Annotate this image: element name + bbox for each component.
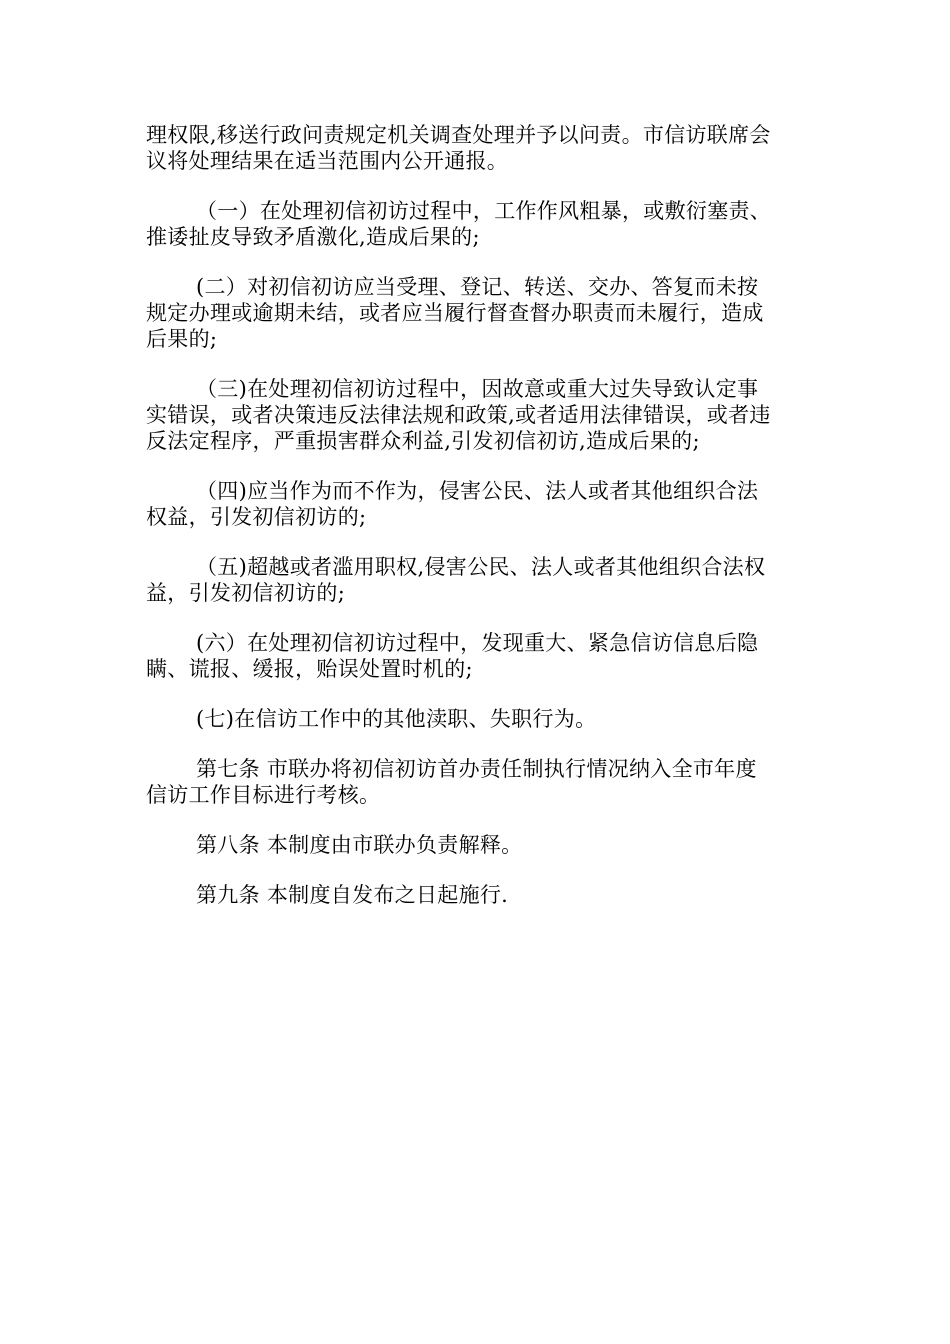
- article-9: [146, 882, 806, 908]
- text-line: (七)在信访工作中的其他渎职、失职行为。: [196, 707, 597, 731]
- text-line: （四)应当作为而不作为，侵害公民、法人或者其他组织合法: [196, 479, 759, 503]
- text-line: 实错误，或者决策违反法律法规和政策,或者适用法律错误，或者违: [146, 403, 771, 427]
- text-line: （五)超越或者滥用职权,侵害公民、法人或者其他组织合法权: [196, 555, 766, 579]
- text-line: 理权限,移送行政问责规定机关调查处理并予以问责。市信访联席会: [146, 123, 771, 147]
- text-line: 第九条 本制度自发布之日起施行.: [196, 883, 509, 907]
- text-line: 益，引发初信初访的;: [146, 581, 346, 605]
- paragraph-item-5: [146, 554, 806, 606]
- paragraph-1: [146, 122, 806, 174]
- text-line: (二）对初信初访应当受理、登记、转送、交办、答复而未按: [196, 275, 759, 299]
- text-line: 第八条 本制度由市联办负责解释。: [196, 833, 523, 857]
- paragraph-item-7: [146, 706, 806, 732]
- document-body: [146, 122, 806, 932]
- text-line: 瞒、谎报、缓报，贻误处置时机的;: [146, 657, 473, 681]
- text-line: 规定办理或逾期未结，或者应当履行督查督办职责而未履行，造成: [146, 301, 764, 325]
- article-7: [146, 756, 806, 808]
- text-line: 反法定程序，严重损害群众利益,引发初信初访,造成后果的;: [146, 429, 700, 453]
- text-line: 后果的;: [146, 327, 218, 351]
- article-8: [146, 832, 806, 858]
- text-line: （三)在处理初信初访过程中，因故意或重大过失导致认定事: [196, 377, 759, 401]
- text-line: （一）在处理初信初访过程中，工作作风粗暴，或敷衍塞责、: [196, 199, 772, 223]
- text-line: 第七条 市联办将初信初访首办责任制执行情况纳入全市年度: [196, 757, 757, 781]
- text-line: 信访工作目标进行考核。: [146, 783, 381, 807]
- paragraph-item-1: [146, 198, 806, 250]
- paragraph-item-6: [146, 630, 806, 682]
- text-line: (六）在处理初信初访过程中，发现重大、紧急信访信息后隐: [196, 631, 759, 655]
- paragraph-item-3: [146, 376, 806, 454]
- text-line: 权益，引发初信初访的;: [146, 505, 367, 529]
- paragraph-item-4: [146, 478, 806, 530]
- text-line: 议将处理结果在适当范围内公开通报。: [146, 149, 509, 173]
- text-line: 推诿扯皮导致矛盾激化,造成后果的;: [146, 225, 480, 249]
- paragraph-item-2: [146, 274, 806, 352]
